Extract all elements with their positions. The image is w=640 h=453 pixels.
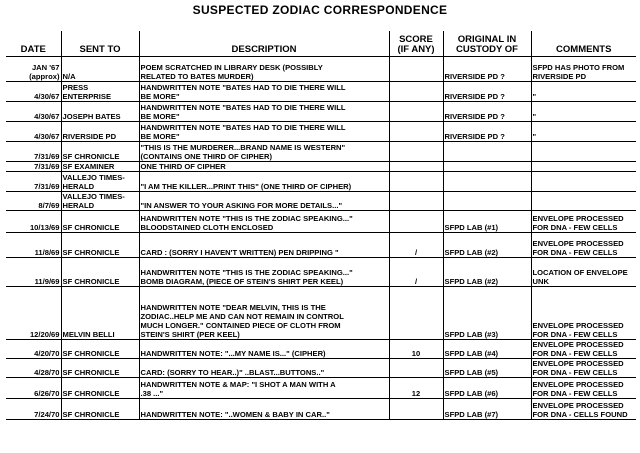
table-row bbox=[6, 81, 636, 101]
cell-date: 7/31/69 bbox=[6, 141, 61, 161]
cell-custody: SFPD LAB (#2) bbox=[443, 257, 531, 286]
cell-sent-to: SF CHRONICLE bbox=[61, 257, 139, 286]
table-row bbox=[6, 257, 636, 286]
table-row bbox=[6, 161, 636, 171]
cell-date: 7/31/69 bbox=[6, 171, 61, 191]
cell-custody: SFPD LAB (#1) bbox=[443, 210, 531, 232]
cell-score bbox=[389, 161, 443, 171]
cell-sent-to: VALLEJO TIMES- HERALD bbox=[61, 171, 139, 191]
cell-description: HANDWRITTEN NOTE "BATES HAD TO DIE THERE WILL BE MORE" bbox=[139, 81, 389, 101]
cell-comments bbox=[531, 161, 636, 171]
cell-description: HANDWRITTEN NOTE "BATES HAD TO DIE THERE WILL BE MORE" bbox=[139, 101, 389, 121]
cell-score bbox=[389, 81, 443, 101]
cell-score: 12 bbox=[389, 377, 443, 398]
cell-score bbox=[389, 121, 443, 141]
cell-date: 6/26/70 bbox=[6, 377, 61, 398]
cell-description: HANDWRITTEN NOTE: "...MY NAME IS..." (CIPHER) bbox=[139, 339, 389, 358]
cell-date: 7/24/70 bbox=[6, 398, 61, 419]
cell-date: 11/9/69 bbox=[6, 257, 61, 286]
cell-sent-to: SF CHRONICLE bbox=[61, 398, 139, 419]
cell-date: 11/8/69 bbox=[6, 232, 61, 257]
cell-score: / bbox=[389, 232, 443, 257]
table-row bbox=[6, 191, 636, 210]
cell-score: 10 bbox=[389, 339, 443, 358]
cell-comments: " bbox=[531, 81, 636, 101]
cell-date: 4/30/67 bbox=[6, 81, 61, 101]
cell-comments: ENVELOPE PROCESSED FOR DNA - FEW CELLS bbox=[531, 358, 636, 377]
cell-comments: SFPD HAS PHOTO FROM RIVERSIDE PD bbox=[531, 56, 636, 81]
cell-sent-to: VALLEJO TIMES- HERALD bbox=[61, 191, 139, 210]
cell-description: POEM SCRATCHED IN LIBRARY DESK (POSSIBLY RELATED TO BATES MURDER) bbox=[139, 56, 389, 81]
cell-custody: SFPD LAB (#5) bbox=[443, 358, 531, 377]
cell-comments bbox=[531, 191, 636, 210]
cell-custody: RIVERSIDE PD ? bbox=[443, 121, 531, 141]
cell-score bbox=[389, 286, 443, 339]
cell-sent-to: SF CHRONICLE bbox=[61, 232, 139, 257]
cell-score bbox=[389, 141, 443, 161]
cell-comments: " bbox=[531, 121, 636, 141]
cell-comments: LOCATION OF ENVELOPE UNK bbox=[531, 257, 636, 286]
cell-date: 10/13/69 bbox=[6, 210, 61, 232]
cell-sent-to: SF CHRONICLE bbox=[61, 141, 139, 161]
cell-custody: SFPD LAB (#6) bbox=[443, 377, 531, 398]
cell-custody bbox=[443, 171, 531, 191]
cell-description: HANDWRITTEN NOTE "BATES HAD TO DIE THERE WILL BE MORE" bbox=[139, 121, 389, 141]
cell-custody: SFPD LAB (#2) bbox=[443, 232, 531, 257]
cell-sent-to: SF CHRONICLE bbox=[61, 377, 139, 398]
cell-comments bbox=[531, 141, 636, 161]
cell-date: 4/30/67 bbox=[6, 101, 61, 121]
cell-custody: RIVERSIDE PD ? bbox=[443, 56, 531, 81]
cell-comments bbox=[531, 171, 636, 191]
cell-description: "I AM THE KILLER...PRINT THIS" (ONE THIRD OF CIPHER) bbox=[139, 171, 389, 191]
cell-custody: SFPD LAB (#7) bbox=[443, 398, 531, 419]
cell-sent-to: N/A bbox=[61, 56, 139, 81]
table-row bbox=[6, 398, 636, 419]
cell-comments: ENVELOPE PROCESSED FOR DNA - FEW CELLS bbox=[531, 286, 636, 339]
correspondence-table bbox=[6, 31, 636, 420]
header-row bbox=[6, 31, 636, 56]
page-title: SUSPECTED ZODIAC CORRESPONDENCE bbox=[192, 3, 448, 17]
cell-custody bbox=[443, 141, 531, 161]
table-row bbox=[6, 339, 636, 358]
cell-score bbox=[389, 56, 443, 81]
cell-score: / bbox=[389, 257, 443, 286]
cell-date: JAN '67 (approx) bbox=[6, 56, 61, 81]
cell-custody bbox=[443, 161, 531, 171]
table-row bbox=[6, 141, 636, 161]
header-date: DATE bbox=[6, 31, 61, 56]
header-description: DESCRIPTION bbox=[139, 31, 389, 56]
table-row bbox=[6, 121, 636, 141]
cell-custody bbox=[443, 191, 531, 210]
cell-description: CARD: (SORRY TO HEAR..)" ..BLAST...BUTTONS.." bbox=[139, 358, 389, 377]
table-row bbox=[6, 210, 636, 232]
cell-score bbox=[389, 191, 443, 210]
cell-comments: ENVELOPE PROCESSED FOR DNA - FEW CELLS bbox=[531, 232, 636, 257]
cell-score bbox=[389, 398, 443, 419]
table-row bbox=[6, 171, 636, 191]
table-row bbox=[6, 358, 636, 377]
cell-description: HANDWRITTEN NOTE & MAP: "I SHOT A MAN WITH A .38 ..." bbox=[139, 377, 389, 398]
cell-date: 12/20/69 bbox=[6, 286, 61, 339]
cell-date: 4/30/67 bbox=[6, 121, 61, 141]
cell-description: "IN ANSWER TO YOUR ASKING FOR MORE DETAILS..." bbox=[139, 191, 389, 210]
cell-sent-to: JOSEPH BATES bbox=[61, 101, 139, 121]
cell-description: CARD : (SORRY I HAVEN'T WRITTEN) PEN DRIPPING " bbox=[139, 232, 389, 257]
cell-description: "THIS IS THE MURDERER...BRAND NAME IS WESTERN" (CONTAINS ONE THIRD OF CIPHER) bbox=[139, 141, 389, 161]
table-row bbox=[6, 56, 636, 81]
cell-date: 8/7/69 bbox=[6, 191, 61, 210]
header-sent-to: SENT TO bbox=[61, 31, 139, 56]
cell-description: HANDWRITTEN NOTE "THIS IS THE ZODIAC SPEAKING..." BLOODSTAINED CLOTH ENCLOSED bbox=[139, 210, 389, 232]
header-custody: ORIGINAL IN CUSTODY OF bbox=[443, 31, 531, 56]
cell-sent-to: SF EXAMINER bbox=[61, 161, 139, 171]
cell-sent-to: RIVERSIDE PD bbox=[61, 121, 139, 141]
cell-sent-to: SF CHRONICLE bbox=[61, 210, 139, 232]
cell-score bbox=[389, 171, 443, 191]
cell-comments: ENVELOPE PROCESSED FOR DNA - FEW CELLS bbox=[531, 377, 636, 398]
table-row bbox=[6, 101, 636, 121]
cell-custody: SFPD LAB (#3) bbox=[443, 286, 531, 339]
cell-date: 4/28/70 bbox=[6, 358, 61, 377]
cell-date: 7/31/69 bbox=[6, 161, 61, 171]
cell-custody: RIVERSIDE PD ? bbox=[443, 81, 531, 101]
header-comments: COMMENTS bbox=[531, 31, 636, 56]
cell-comments: ENVELOPE PROCESSED FOR DNA - CELLS FOUND bbox=[531, 398, 636, 419]
cell-sent-to: PRESS ENTERPRISE bbox=[61, 81, 139, 101]
table-row bbox=[6, 286, 636, 339]
cell-score bbox=[389, 101, 443, 121]
cell-description: HANDWRITTEN NOTE "DEAR MELVIN, THIS IS THE ZODIAC..HELP ME AND CAN NOT REMAIN IN CONTROL MUCH LONGER." CONTAINED PIECE OF CLOTH FROM STEIN'S SHIRT (PER KEEL) bbox=[139, 286, 389, 339]
cell-description: HANDWRITTEN NOTE: "..WOMEN & BABY IN CAR.." bbox=[139, 398, 389, 419]
cell-comments: ENVELOPE PROCESSED FOR DNA - FEW CELLS bbox=[531, 210, 636, 232]
cell-comments: " bbox=[531, 101, 636, 121]
cell-description: ONE THIRD OF CIPHER bbox=[139, 161, 389, 171]
cell-comments: ENVELOPE PROCESSED FOR DNA - FEW CELLS bbox=[531, 339, 636, 358]
cell-sent-to: MELVIN BELLI bbox=[61, 286, 139, 339]
cell-description: HANDWRITTEN NOTE "THIS IS THE ZODIAC SPEAKING..." BOMB DIAGRAM, (PIECE OF STEIN'S SHIRT PER KEEL) bbox=[139, 257, 389, 286]
header-score: SCORE (IF ANY) bbox=[389, 31, 443, 56]
cell-sent-to: SF CHRONICLE bbox=[61, 339, 139, 358]
cell-date: 4/20/70 bbox=[6, 339, 61, 358]
table-row bbox=[6, 377, 636, 398]
cell-score bbox=[389, 358, 443, 377]
cell-score bbox=[389, 210, 443, 232]
table-row bbox=[6, 232, 636, 257]
cell-sent-to: SF CHRONICLE bbox=[61, 358, 139, 377]
cell-custody: RIVERSIDE PD ? bbox=[443, 101, 531, 121]
cell-custody: SFPD LAB (#4) bbox=[443, 339, 531, 358]
